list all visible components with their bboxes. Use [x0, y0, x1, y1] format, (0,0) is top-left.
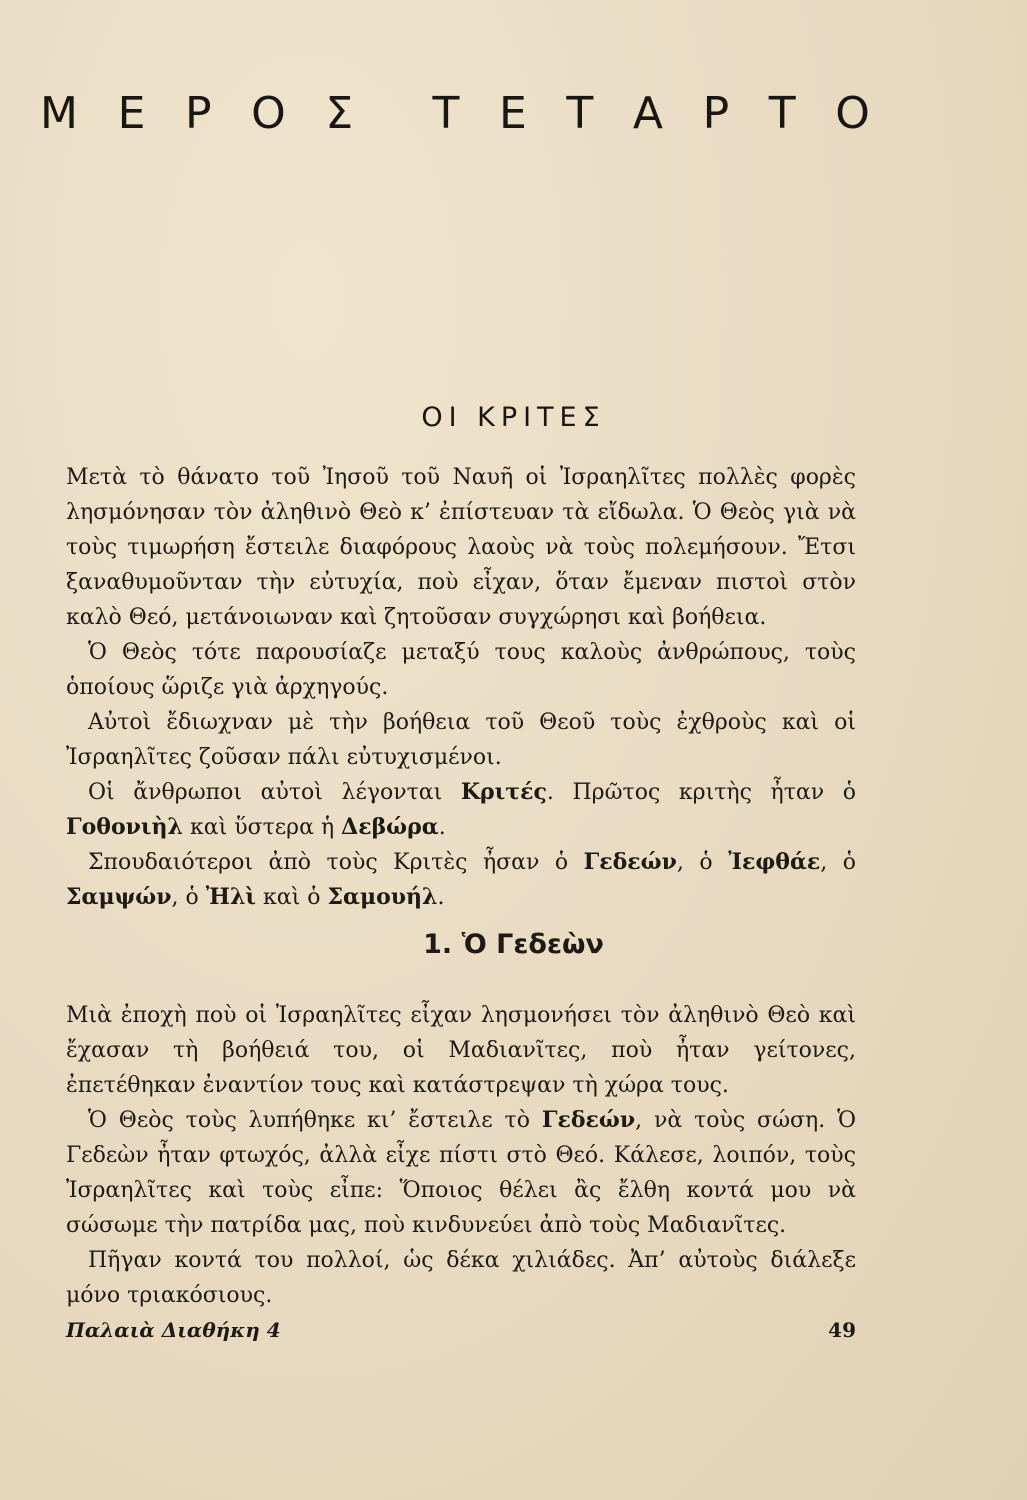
term-kritai: Κριτές — [460, 779, 547, 805]
text-run: καὶ ὕστερα ἡ — [182, 815, 342, 840]
section-title: ΟΙ ΚΡΙΤΕΣ — [421, 402, 606, 433]
name-debora: Δεβώρα — [341, 814, 439, 840]
name-gedeon: Γεδεών — [583, 849, 677, 875]
part-title-letter: Ρ — [702, 88, 730, 139]
text-run: καὶ ὁ — [256, 885, 328, 910]
part-title-letter: Ο — [251, 88, 286, 139]
text-run: , νὰ τοὺς σώση. Ὁ Γεδεὼν ἦταν φτωχός, ἀλλὰ εἶχε πίστι στὸ Θεό. Κάλεσε, λοιπόν, τοὺς Ἰσραηλῖτες καὶ τοὺς εἶπε: Ὅποιος θέλει ἂς ἔλθη κοντά μου νὰ σώσωμε τὴν πατρίδα μας, ποὺ κινδυνεύει ἀπὸ τοὺς Μαδιανῖτες. — [66, 1108, 856, 1238]
text-run: , ὁ — [171, 885, 206, 910]
part-title-letter: Ε — [498, 88, 527, 139]
name-gedeon: Γεδεών — [541, 1107, 636, 1133]
text-run: . — [437, 885, 445, 910]
part-title-letter: Σ — [325, 88, 354, 139]
section-body — [66, 460, 856, 915]
part-title-letter: Ο — [835, 88, 870, 139]
part-title-letter: Ρ — [185, 88, 212, 139]
part-title-letter: Τ — [768, 88, 796, 139]
text-run: . Πρῶτος κριτὴς ἦταν ὁ — [546, 780, 856, 805]
name-iefthae: Ἰεφθάε — [728, 849, 821, 875]
text-run: Σπουδαιότεροι ἀπὸ τοὺς Κριτὲς ἦσαν ὁ — [88, 850, 584, 875]
name-eli: Ἠλὶ — [205, 884, 257, 910]
chapter-paragraph-1: Μιὰ ἐποχὴ ποὺ οἱ Ἰσραηλῖτες εἶχαν λησμονήσει τὸν ἀληθινὸ Θεὸ καὶ ἔχασαν τὴ βοήθειά του, οἱ Μαδιανῖτες, ποὺ ἦταν γείτονες, ἐπετέθηκαν ἐναντίον τους καὶ κατάστρεψαν τὴ χώρα τους. — [66, 1003, 856, 1098]
section-paragraph-3: Αὐτοὶ ἔδιωχναν μὲ τὴν βοήθεια τοῦ Θεοῦ τοὺς ἐχθροὺς καὶ οἱ Ἰσραηλῖτες ζοῦσαν πάλι εὐτυχισμένοι. — [66, 710, 856, 770]
chapter-paragraph-3: Πῆγαν κοντά του πολλοί, ὡς δέκα χιλιάδες. Ἀπ’ αὐτοὺς διάλεξε μόνο τριακόσιους. — [66, 1248, 856, 1308]
chapter-title: 1. Ὁ Γεδεὼν — [423, 929, 604, 960]
name-samouel: Σαμουήλ — [327, 884, 438, 910]
text-run: , ὁ — [676, 850, 729, 875]
name-gothoniel: Γοθονιὴλ — [66, 814, 183, 840]
section-paragraph-5 — [66, 845, 856, 915]
part-title-letter: Α — [632, 88, 663, 139]
section-paragraph-1: Μετὰ τὸ θάνατο τοῦ Ἰησοῦ τοῦ Ναυῆ οἱ Ἰσραηλῖτες πολλὲς φορὲς λησμόνησαν τὸν ἀληθινὸ Θεὸ κ’ ἐπίστευαν τὰ εἴδωλα. Ὁ Θεὸς γιὰ νὰ τοὺς τιμωρήση ἔστειλε διαφόρους λαοὺς νὰ τοὺς πολεμήσουν. Ἔτσι ξαναθυμοῦνταν τὴν εὐτυχία, ποὺ εἶχαν, ὅταν ἔμεναν πιστοὶ στὸν καλὸ Θεό, μετάνοιωναν καὶ ζητοῦσαν συγχώρησι καὶ βοήθεια. — [66, 465, 856, 630]
text-run: Οἱ ἄνθρωποι αὐτοὶ λέγονται — [88, 780, 461, 805]
section-paragraph-4 — [66, 775, 856, 845]
section-paragraph-2: Ὁ Θεὸς τότε παρουσίαζε μεταξύ τους καλοὺς ἀνθρώπους, τοὺς ὁποίους ὥριζε γιὰ ἀρχηγούς. — [66, 640, 856, 700]
part-title-letter: Τ — [432, 88, 460, 139]
part-title — [40, 88, 870, 139]
text-run: . — [438, 815, 446, 840]
part-title-letter: Ε — [117, 88, 146, 139]
chapter-body — [66, 998, 856, 1313]
part-title-letter: Τ — [566, 88, 594, 139]
page-number: 49 — [828, 1318, 856, 1342]
chapter-paragraph-2 — [66, 1103, 856, 1243]
text-run: Ὁ Θεὸς τοὺς λυπήθηκε κι’ ἔστειλε τὸ — [88, 1108, 542, 1133]
part-title-letter: Μ — [40, 88, 78, 139]
running-footer-book: Παλαιὰ Διαθήκη 4 — [66, 1318, 281, 1342]
name-sampson: Σαμψών — [66, 884, 172, 910]
text-run: , ὁ — [820, 850, 856, 875]
